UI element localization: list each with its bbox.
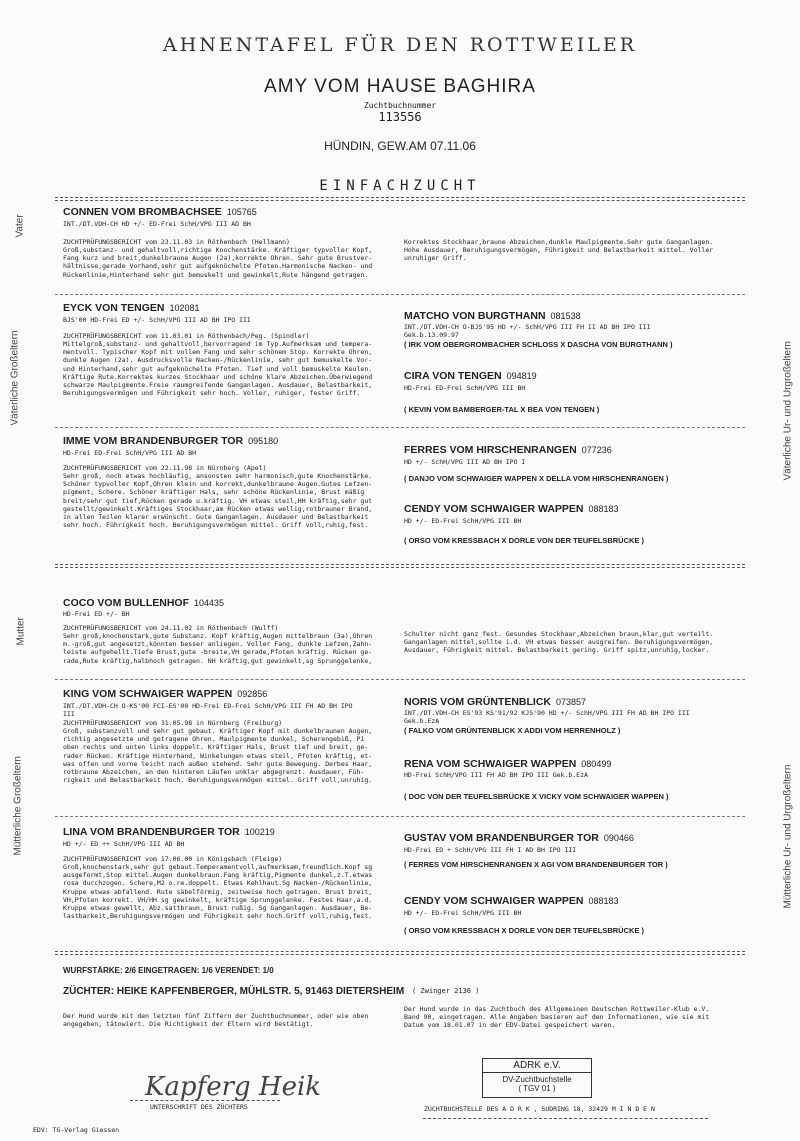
divider [55,816,745,817]
mgm-report: Groß,knochenstark,sehr gut gebaut.Temperamentvoll,aufmerksam,freundlich.Kopf sg ausgeformt,Stop mittel.Augen dunkelbraun.Fang kräftig,Pigmente dunkel,z.T.etwas rosa durchzogen. Schere,M2 o.re.doppelt. Etwas Kehlhaut.Sg Nacken-/Rückenlinie, Kruppe etwas abfallend. Rute säbelförmig, zeitweise hoch getragen. Brust breit, VH,Pfoten korrekt. VH/HH sg gewinkelt, kräftige Sprunggelenke. Festes Haar,a.d. Kruppe etwas gewellt, Abz.sattbraun, Brust rußig. Sg Ganganlagen. Ausdauer, Be- lastbarkeit,Beruhigungsvermögen und Führigkeit sehr hoch.Griff voll,ruhig,fest. [63,863,373,921]
zwinger: ( Zwinger 2136 ) [412,987,480,995]
zuchtbuchstelle: ZUCHTBUCHSTELLE DES A D R K , SUDRING 18, 32429 M I N D E N [424,1105,655,1113]
pgm-name: IMME VOM BRANDENBURGER TOR 095180 [63,435,279,447]
side-label-vater: Vater [14,214,26,238]
pggm2-name: CENDY VOM SCHWAIGER WAPPEN 088183 [404,503,619,515]
pggf2-parents: ( DANJO VOM SCHWAIGER WAPPEN X DELLA VOM HIRSCHENRANGEN ) [404,474,669,483]
divider [55,564,745,568]
pgm-report: Sehr groß, noch etwas hochläufig, ansonsten sehr harmonisch,gute Knochenstärke. Schöner typvoller Kopf,Ohren klein und korrekt,dunkelbraune Augen.Gutes Lefzen- pigment, Schere. Schöner kräftiger Hals, sehr schöne Rückenlinie, Brust mäßig breit/sehr gut tief,Rücken gerade u.kräftig. VH etwas steil,HH kräftig,sehr gut gestellt/gewinkelt.Kräftiges Stockhaar,am Rücken etwas wellig,rotbrauner Brand, in allen Teilen klarer erwünscht. Gute Ganganlagen. Ausdauer und Belastbarkeit sehr hoch. Führigkeit hoch. Beruhigungsvermögen mittel. Griff voll,ruhig,fest. [63,472,373,530]
mother-report-right: Schulter nicht ganz fest. Gesundes Stockhaar,Abzeichen braun,klar,gut verteilt. Ganganlagen mittel,sollte i.d. VH etwas besser ausgreifen. Beruhigungsvermögen, Ausdauer, Führigkeit mittel. Belastbarkeit gering. Griff spitz,unruhig,locker. [404,630,714,655]
document-title: AHNENTAFEL FÜR DEN ROTTWEILER [162,34,638,56]
litter-info: WURFSTÄRKE: 2/6 EINGETRAGEN: 1/6 VERENDET: 1/0 [63,966,274,975]
mggm2-titles: HD +/- ED-Frei SchH/VPG III BH [404,909,522,917]
zuchtbuch-number: 113556 [378,110,422,124]
mggm1-titles: HD-Frei SchH/VPG III FH AD BH IPO III Gek.b.EzA [404,771,588,779]
dog-name: AMY VOM HAUSE BAGHIRA [264,76,536,97]
mggf1-name: NORIS VOM GRÜNTENBLICK 073857 [404,696,587,708]
office-line [423,1118,708,1119]
pgm-report-head: ZUCHTPRÜFUNGSBERICHT vom 22.11.98 in Nürnberg (Apel) [63,464,267,472]
mggf2-parents: ( FERRES VOM HIRSCHENRANGEN X AGI VOM BRANDENBURGER TOR ) [404,860,668,869]
pggf2-name: FERRES VOM HIRSCHENRANGEN 077236 [404,444,612,456]
mggm2-name: CENDY VOM SCHWAIGER WAPPEN 088183 [404,895,619,907]
mgm-name: LINA VOM BRANDENBURGER TOR 100219 [63,826,275,838]
breeder: ZÜCHTER: HEIKE KAPFENBERGER, MÜHLSTR. 5, 91463 DIETERSHEIM [63,986,405,997]
divider [55,294,745,295]
mgf-report-head: ZUCHTPRÜFUNGSBERICHT vom 31.05.98 in Nürnberg (Freiburg) [63,719,283,727]
pggm2-parents: ( ORSO VOM KRESSBACH X DORLE VON DER TEUFELSBRÜCKE ) [404,536,645,545]
father-report-head: ZUCHTPRÜFUNGSBERICHT vom 23.11.03 in Röthenbach (Hellmann) [63,238,290,246]
pgf-titles: BJS'00 HD-Frei ED +/- SchH/VPG III AD BH IPO III [63,316,251,324]
mgf-titles: INT./DT.VDH-CH O-KS'00 FCI-ES'00 HD-Frei ED-Frei SchH/VPG III FH AD BH IPO [63,702,353,710]
mggf2-name: GUSTAV VOM BRANDENBURGER TOR 090466 [404,832,634,844]
mgm-titles: HD +/- ED ++ SchH/VPG III AD BH [63,840,185,848]
divider [55,197,745,201]
mother-titles: HD-Frei ED +/- BH [63,610,130,618]
signature-line [130,1100,280,1101]
mggm2-parents: ( ORSO VOM KRESSBACH X DORLE VON DER TEUFELSBRÜCKE ) [404,926,645,935]
mother-report-left: Sehr groß,knochenstark,gute Substanz. Kopf kräftig,Augen mittelbraun (3a),Ohren m.-groß,gut angesetzt,könnten besser anliegen. Voller Fang, dunkle Lefzen,Zahn- leiste aufgehellt.Tiefe Brust,gute -breite,VH gerade,Pfoten kräftig. Rücken ge- rade,Rute kräftig,halbhoch getragen. NH kräftig,gut gewinkelt,sg Sprunggelenke, [63,632,373,665]
mggm1-parents: ( DOC VON DER TEUFELSBRÜCKE X VICKY VOM SCHWAIGER WAPPEN ) [404,792,669,801]
pggf2-titles: HD +/- SchH/VPG III AD BH IPO I [404,458,526,466]
adrk-stamp: ADRK e.V. DV-Zuchtbuchstelle ( TGV 01 ) [482,1058,592,1098]
mgm-report-head: ZUCHTPRÜFUNGSBERICHT vom 17.06.00 in Königsbach (Fleige) [63,855,283,863]
mother-report-head: ZUCHTPRÜFUNGSBERICHT vom 24.11.02 in Röthenbach (Wulff) [63,624,279,632]
father-number: 105765 [226,207,257,217]
signature-label: UNTERSCHRIFT DES ZÜCHTERS [150,1103,248,1111]
note-left: Der Hund wurde mit den letzten fünf Ziffern der Zuchtbuchnummer, oder wie oben angegeben, tätowiert. Die Richtigkeit der Eltern wird bestätigt. [63,1012,369,1029]
pgf-report: Mittelgroß,substanz- und gehaltvoll,hervorragend im Typ.Aufmerksam und tempera- mentvoll. Typischer Kopf mit vollem Fang und sehr schönem Stop. Korrekte Ohren, dunkle Augen (2a). Ausdrucksvolle Nacken-/Rückenlinie, sehr gut bemuskelte Vor- und Hinterhand,sehr gut aufgeknöchelte Pfoten. Tief und voll bemuskelte Keulen. Kräftige Rute.Korrektes kurzes Stockhaar und schöne klare Abzeichen.Überwiegend schwarze Maulpigmente.Freie raumgreifende Ganganlagen. Ausdauer, Belastbarkeit, Beruhigungsvermögen und Führigkeit sehr hoch. Voller, ruhiger, fester Griff. [63,340,373,398]
pgf-report-head: ZUCHTPRÜFUNGSBERICHT vom 11.03.01 in Röthenbach/Peg. (Spindler) [63,332,310,340]
side-label-muu: Mütterliche Ur- und Urgroßeltern [782,764,794,909]
mggf1-titles: INT./DT.VDH-CH ES'93 KS'91/92 KJS'90 HD +/- SchH/VPG III FH AD BH IPO III [404,709,690,717]
mggf1-titles2: Gek.b.EzA [404,717,440,725]
pgf-name: EYCK VON TENGEN 102081 [63,302,200,314]
divider [55,679,745,680]
side-label-vuu: Väterliche Ur- und Urgroßeltern [782,341,794,481]
pggm1-name: CIRA VON TENGEN 094819 [404,370,537,382]
section-title: EINFACHZUCHT [319,178,481,194]
pgm-titles: HD-Frei ED-Frei SchH/VPG III AD BH [63,449,197,457]
father-report-right: Korrektes Stockhaar,braune Abzeichen,dunkle Maulpigmente.Sehr gute Ganganlagen. Hohe Ausdauer, Beruhigungsvermögen, Führigkeit und Belastbarkeit mittel. Voller unruhiger Griff. [404,238,714,263]
side-label-mgp: Mütterliche Großeltern [12,756,24,856]
divider [55,427,745,428]
father-name: CONNEN VOM BROMBACHSEE 105765 [63,206,257,218]
mggm1-name: RENA VOM SCHWAIGER WAPPEN 080499 [404,758,612,770]
pggf1-titles2: Gek.b.13.09.97 [404,331,459,339]
pggm1-parents: ( KEVIN VOM BAMBERGER-TAL X BEA VON TENGEN ) [404,405,600,414]
pggf1-titles: INT./DT.VDH-CH O-BJS'95 HD +/- SchH/VPG III FH II AD BH IPO III [404,323,651,331]
zuchtbuch-label: Zuchtbuchnummer [363,101,437,110]
side-label-vgp: Väterliche Großeltern [9,330,21,426]
divider [55,951,745,955]
father-report-left: Groß,substanz- und gehaltvoll,richtige Knochenstärke. Kräftiger typvoller Kopf, Fang kurz und breit,dunkelbraune Augen (2a),korrekte Ohren. Sehr gute Brustver- hältnisse,gerade Vorhand,sehr gut aufgeknöchelte Pfoten.Harmonische Nacken- und Rückenlinie,Hinterhand sehr gut bemuskelt und gewinkelt,Rute hängend getragen. [63,246,373,279]
pggm1-titles: HD-Frei ED-Frei SchH/VPG III BH [404,384,526,392]
breeder-signature: Kapferg Heik [145,1072,322,1102]
sex-birthdate: HÜNDIN, GEW.AM 07.11.06 [324,139,476,153]
mgf-name: KING VOM SCHWAIGER WAPPEN 092856 [63,688,268,700]
pggm2-titles: HD +/- ED-Frei SchH/VPG III BH [404,517,522,525]
edv-note: EDV: TG-Verlag Giessen [33,1126,120,1134]
mother-name: COCO VOM BULLENHOF 104435 [63,597,225,609]
pggf1-parents: ( IRK VOM OBERGROMBACHER SCHLOSS X DASCHA VON BURGTHANN ) [404,340,673,349]
mggf1-parents: ( FALKO VOM GRÜNTENBLICK X ADDI VOM HERRENHOLZ ) [404,726,621,735]
pggf1-name: MATCHO VON BURGTHANN 081538 [404,310,581,322]
mgf-report: Groß, substanzvoll und sehr gut gebaut. Kräftiger Kopf mit dunkelbraunen Augen, richtig angesetzte und getragene Ohren. Maulpigmente dunkel, Scherengebiß, P1 oben rechts und unten links doppelt. Kräftiger Hals, Brust tief und breit, ge- rader Rücken. Kräftige Hinterhand, Winkelungen etwas steil, Pfoten kräftig, et- was offen und vorne leicht nach außen stehend. Sehr gute Bewegung. Derbes Haar, rotbraune Abzeichen, an den hinteren Läufen unklar abgegrenzt. Ausdauer, Füh- rigkeit und Belastbarkeit hoch. Beruhigungsvermögen mittel. Griff voll,unruhig. [63,727,373,785]
mgf-titles2: III [63,710,75,718]
father-titles: INT./DT.VDH-CH HD +/- ED-Frei SchH/VPG III AD BH [63,220,251,228]
note-right: Der Hund wurde in das Zuchtbuch des Allgemeinen Deutschen Rottweiler-Klub e.V. Band 90, eingetragen. Alle Angaben basieren auf den Informationen, wie sie mit Datum vom 18.01.07 in der EDV-Datei gespeichert waren. [404,1005,710,1030]
side-label-mutter: Mutter [15,617,27,646]
mggf2-titles: HD-Frei ED + SchH/VPG III FH I AD BH IPO III [404,846,577,854]
